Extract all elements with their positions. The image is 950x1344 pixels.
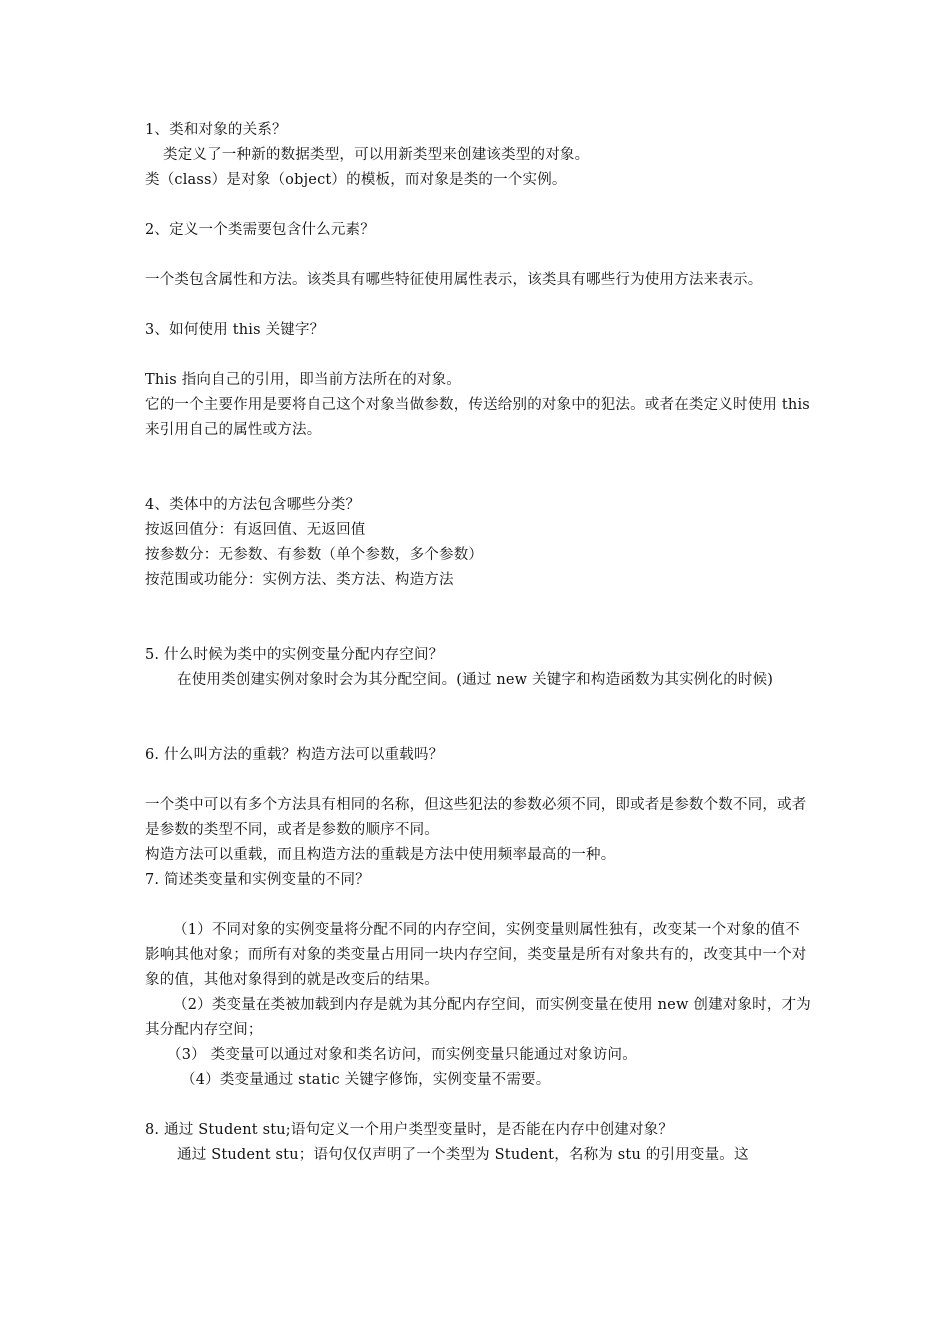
answer-3-line-1: This 指向自己的引用，即当前方法所在的对象。 [145, 372, 461, 388]
question-1-title: 1、类和对象的关系？ [145, 122, 287, 138]
answer-8-line-1: 通过 Student stu；语句仅仅声明了一个类型为 Student，名称为 stu 的引用变量。这 [177, 1147, 749, 1163]
answer-7-item-4: （4）类变量通过 static 关键字修饰，实例变量不需要。 [181, 1072, 551, 1088]
question-7-title: 7. 简述类变量和实例变量的不同？ [145, 872, 370, 888]
spacer [145, 1093, 813, 1118]
question-5-title: 5. 什么时候为类中的实例变量分配内存空间？ [145, 647, 444, 663]
spacer [145, 593, 813, 643]
question-2-title: 2、定义一个类需要包含什么元素？ [145, 222, 375, 238]
answer-4-line-3: 按范围或功能分：实例方法、类方法、构造方法 [145, 572, 454, 588]
spacer [145, 243, 813, 268]
question-6-title: 6. 什么叫方法的重载？构造方法可以重载吗？ [145, 747, 444, 763]
answer-6-paragraph-2: 构造方法可以重载，而且构造方法的重载是方法中使用频率最高的一种。 [145, 847, 616, 863]
spacer [145, 343, 813, 368]
question-4-title: 4、类体中的方法包含哪些分类？ [145, 497, 361, 513]
answer-6-paragraph-1: 一个类中可以有多个方法具有相同的名称，但这些犯法的参数必须不同，即或者是参数个数不同，或者是参数的类型不同，或者是参数的顺序不同。 [145, 797, 807, 838]
answer-4-line-1: 按返回值分：有返回值、无返回值 [145, 522, 366, 538]
spacer [145, 193, 813, 218]
spacer [145, 893, 813, 918]
answer-7-item-2: （2）类变量在类被加载到内存是就为其分配内存空间，而实例变量在使用 new 创建对象时，才为其分配内存空间； [145, 997, 811, 1038]
answer-1-line-1: 类定义了一种新的数据类型，可以用新类型来创建该类型的对象。 [163, 147, 590, 163]
question-3-title: 3、如何使用 this 关键字？ [145, 322, 325, 338]
answer-7-item-1: （1）不同对象的实例变量将分配不同的内存空间，实例变量则属性独有，改变某一个对象的值不影响其他对象；而所有对象的类变量占用同一块内存空间，类变量是所有对象共有的，改变其中一个对象的值，其他对象得到的就是改变后的结果。 [145, 922, 807, 988]
answer-3-paragraph: 它的一个主要作用是要将自己这个对象当做参数，传送给别的对象中的犯法。或者在类定义时使用 this 来引用自己的属性或方法。 [145, 397, 810, 438]
answer-5-paragraph: 在使用类创建实例对象时会为其分配空间。(通过 new 关键字和构造函数为其实例化的时候) [177, 672, 774, 688]
answer-1-line-2: 类（class）是对象（object）的模板，而对象是类的一个实例。 [145, 172, 567, 188]
spacer [145, 768, 813, 793]
answer-2-paragraph: 一个类包含属性和方法。该类具有哪些特征使用属性表示，该类具有哪些行为使用方法来表示。 [145, 272, 763, 288]
document-body [145, 118, 813, 1168]
answer-7-item-3: （3） 类变量可以通过对象和类名访问，而实例变量只能通过对象访问。 [167, 1047, 637, 1063]
spacer [145, 693, 813, 743]
answer-4-line-2: 按参数分：无参数、有参数（单个参数，多个参数） [145, 547, 484, 563]
spacer [145, 443, 813, 493]
spacer [145, 293, 813, 318]
question-8-title: 8. 通过 Student stu;语句定义一个用户类型变量时，是否能在内存中创建对象？ [145, 1122, 674, 1138]
